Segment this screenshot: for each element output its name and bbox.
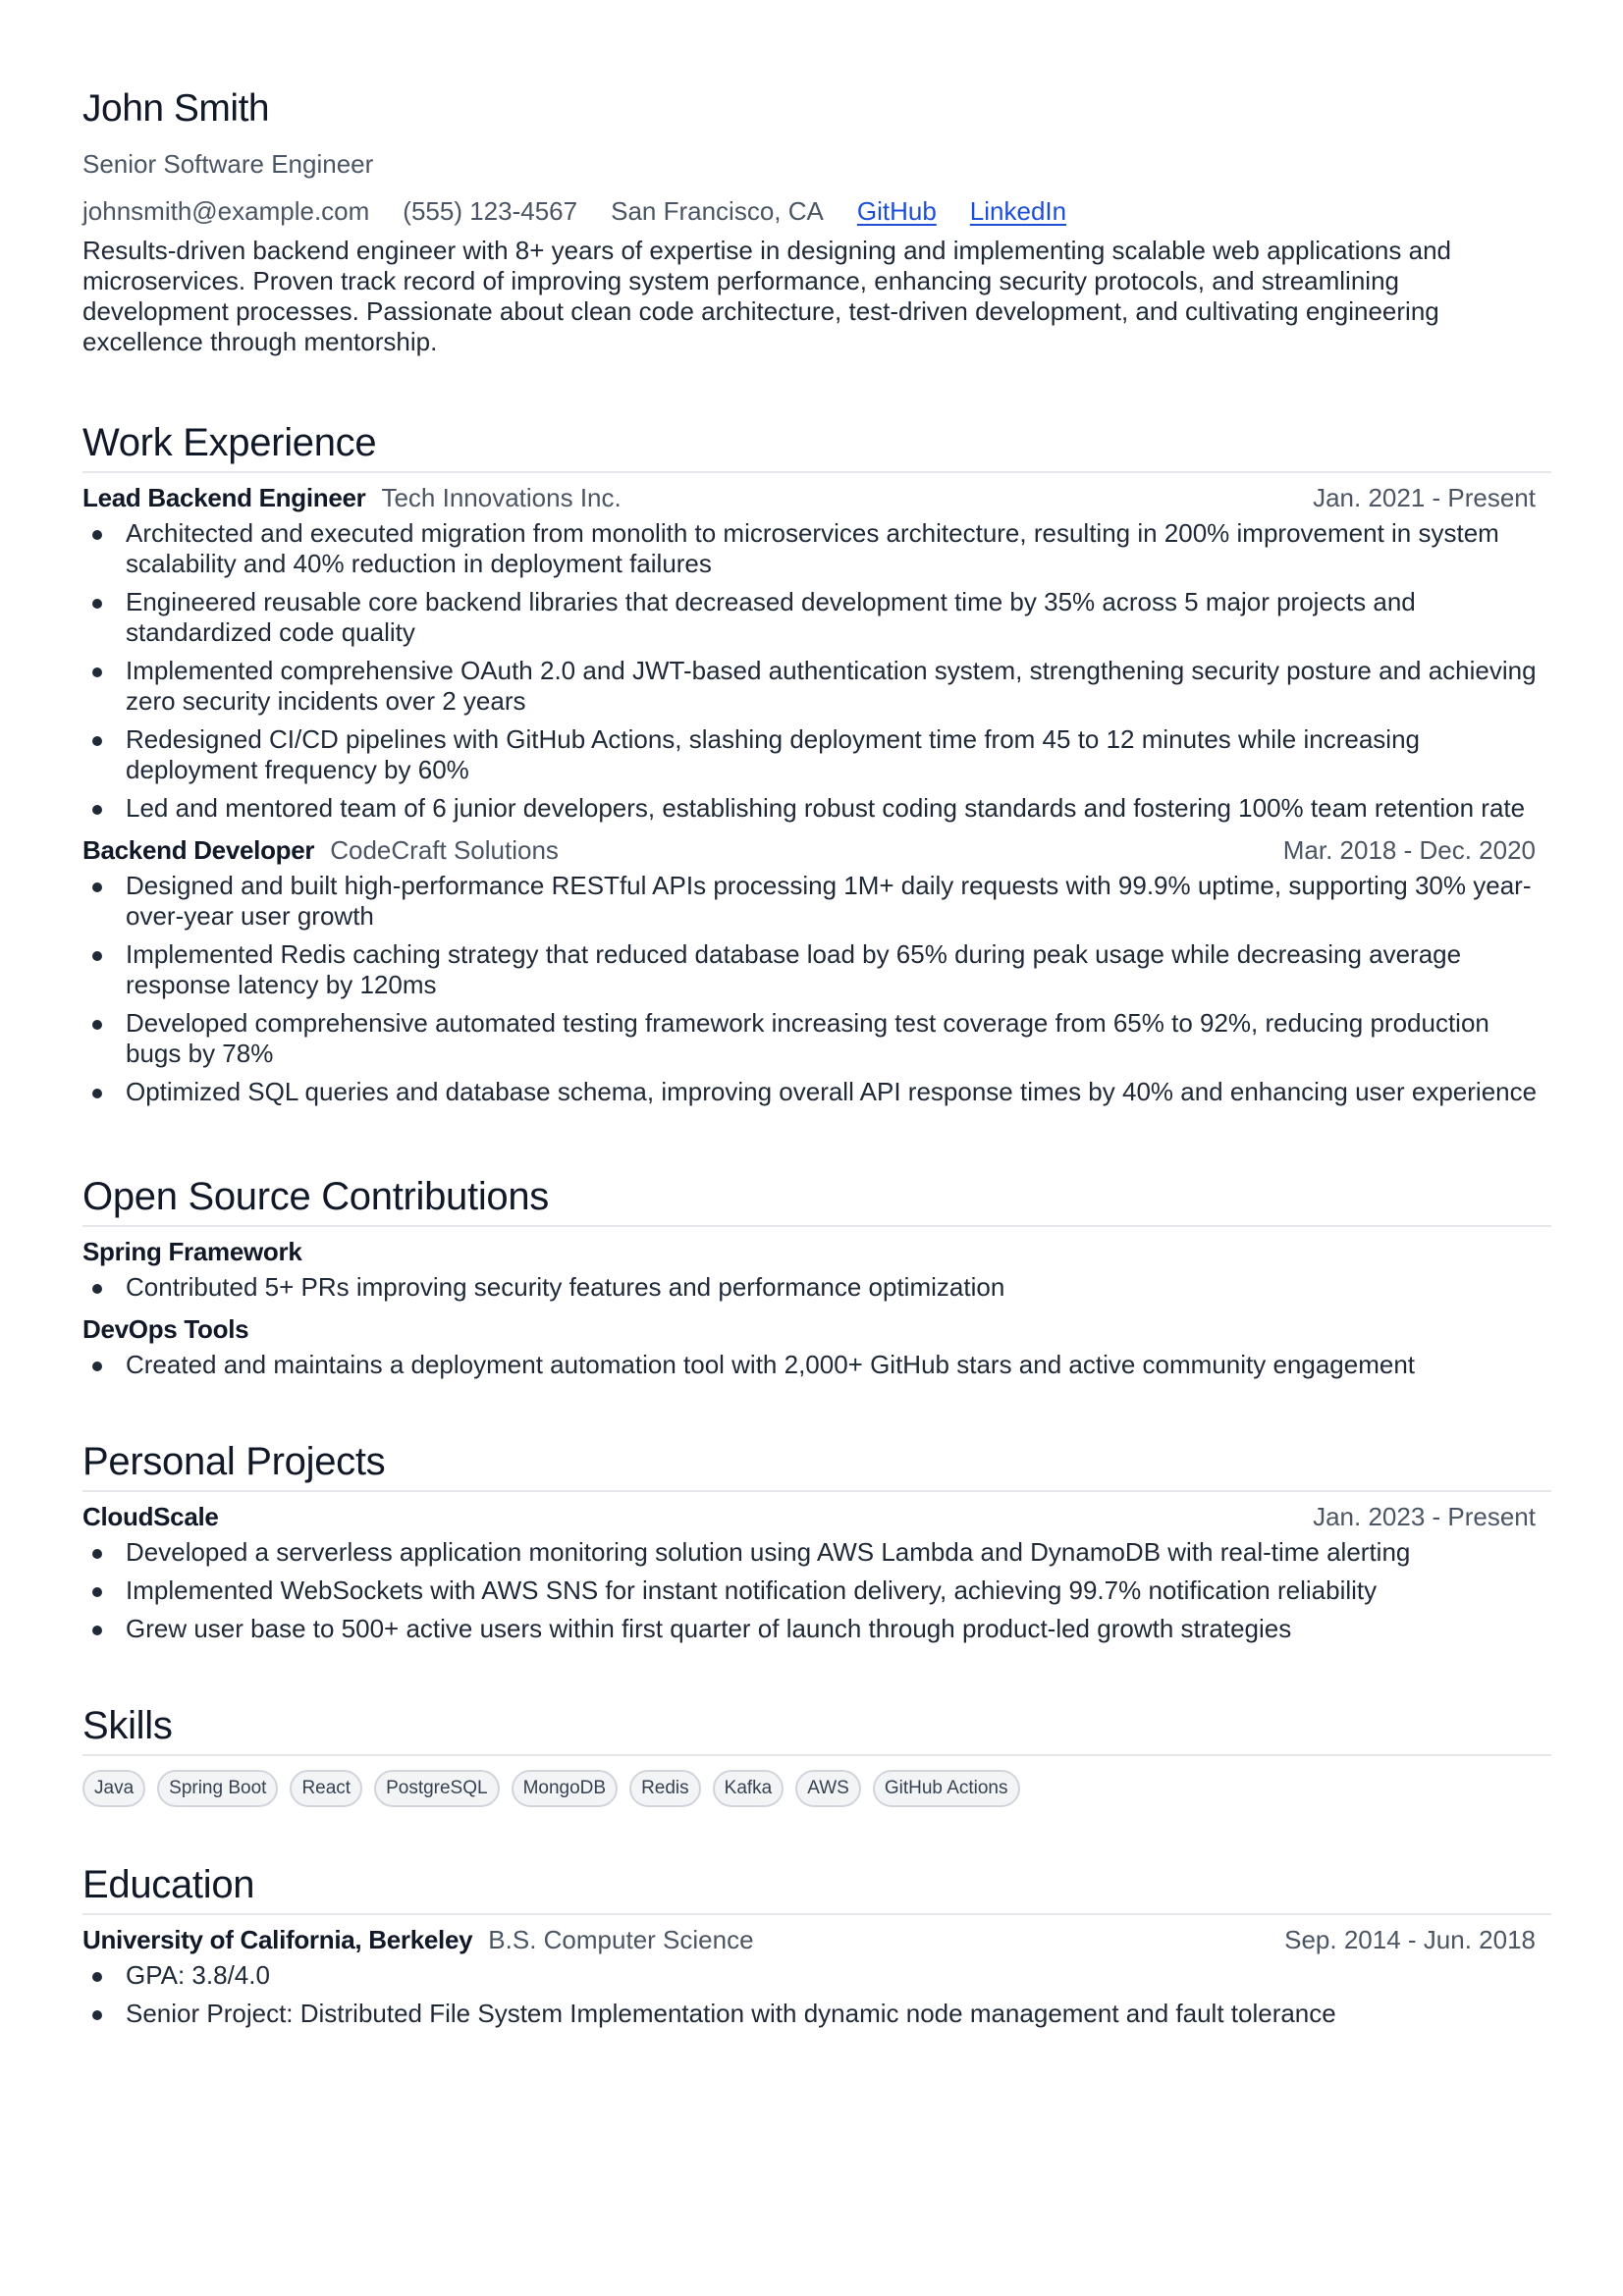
education-dates: Sep. 2014 - Jun. 2018: [1284, 1925, 1536, 1954]
resume-content: [82, 86, 1551, 2039]
candidate-name: John Smith: [82, 87, 270, 130]
skill-tag: GitHub Actions: [873, 1770, 1020, 1807]
job-dates: Mar. 2018 - Dec. 2020: [1282, 835, 1536, 865]
section-title: Skills: [82, 1703, 1551, 1756]
skills-list: [82, 1770, 1551, 1807]
contact-row: [82, 196, 1551, 226]
project-name: DevOps Tools: [82, 1314, 249, 1344]
list-item: Senior Project: Distributed File System Implementation with dynamic node management and fault tolerance: [82, 1999, 1551, 2029]
skills-section: [82, 1703, 1551, 1807]
company: Tech Innovations Inc.: [381, 483, 622, 512]
section-title: Personal Projects: [82, 1439, 1551, 1492]
skill-tag: Redis: [629, 1770, 701, 1807]
list-item: Redesigned CI/CD pipelines with GitHub Actions, slashing deployment time from 45 to 12 minutes while increasing deployment frequency by 60%: [82, 724, 1551, 785]
entry-header: [82, 1235, 1551, 1268]
list-item: Grew user base to 500+ active users within first quarter of launch through product-led growth strategies: [82, 1614, 1551, 1644]
bullet-list: [82, 871, 1551, 1107]
skill-tag: PostgreSQL: [374, 1770, 500, 1807]
project-name: CloudScale: [82, 1502, 219, 1531]
section-title: Education: [82, 1862, 1551, 1915]
linkedin-link[interactable]: LinkedIn: [969, 196, 1067, 226]
location: San Francisco, CA: [611, 196, 824, 226]
list-item: GPA: 3.8/4.0: [82, 1960, 1551, 1991]
section-title: Open Source Contributions: [82, 1174, 1551, 1227]
phone: (555) 123-4567: [403, 196, 578, 226]
work-experience-section: [82, 420, 1551, 1107]
project-name: Spring Framework: [82, 1237, 302, 1266]
list-item: Contributed 5+ PRs improving security features and performance optimization: [82, 1272, 1551, 1303]
list-item: Optimized SQL queries and database schema, improving overall API response times by 40% and enhancing user experience: [82, 1077, 1551, 1107]
list-item: Implemented Redis caching strategy that reduced database load by 65% during peak usage while decreasing average response latency by 120ms: [82, 939, 1551, 1000]
project-dates: Jan. 2023 - Present: [1313, 1502, 1536, 1531]
contribution-entry: [82, 1235, 1551, 1303]
job-role: Lead Backend Engineer: [82, 483, 366, 512]
email: johnsmith@example.com: [82, 196, 370, 226]
entry-header: [82, 481, 1551, 514]
job-entry: [82, 833, 1551, 1107]
job-dates: Jan. 2021 - Present: [1313, 483, 1536, 512]
open-source-section: [82, 1174, 1551, 1380]
skill-tag: MongoDB: [512, 1770, 619, 1807]
skill-tag: Spring Boot: [157, 1770, 278, 1807]
degree: B.S. Computer Science: [488, 1925, 754, 1954]
list-item: Developed a serverless application monitoring solution using AWS Lambda and DynamoDB with real-time alerting: [82, 1537, 1551, 1568]
entry-header: [82, 833, 1551, 867]
job-entry: [82, 481, 1551, 824]
list-item: Developed comprehensive automated testing framework increasing test coverage from 65% to 92%, reducing production bugs by 78%: [82, 1008, 1551, 1069]
school-name: University of California, Berkeley: [82, 1925, 473, 1954]
skill-tag: React: [290, 1770, 362, 1807]
skill-tag: AWS: [795, 1770, 861, 1807]
list-item: Created and maintains a deployment automation tool with 2,000+ GitHub stars and active community engagement: [82, 1350, 1551, 1380]
list-item: Engineered reusable core backend libraries that decreased development time by 35% across 5 major projects and standardized code quality: [82, 587, 1551, 648]
list-item: Led and mentored team of 6 junior developers, establishing robust coding standards and fostering 100% team retention rate: [82, 793, 1551, 824]
job-role: Backend Developer: [82, 835, 315, 865]
bullet-list: [82, 1272, 1551, 1303]
entry-header: [82, 1923, 1551, 1956]
entry-header: [82, 1500, 1551, 1533]
section-title: Work Experience: [82, 420, 1551, 473]
github-link[interactable]: GitHub: [856, 196, 937, 226]
list-item: Implemented WebSockets with AWS SNS for instant notification delivery, achieving 99.7% notification reliability: [82, 1575, 1551, 1606]
bullet-list: [82, 1960, 1551, 2029]
job-title: Senior Software Engineer: [82, 149, 374, 179]
bullet-list: [82, 1350, 1551, 1380]
bullet-list: [82, 1537, 1551, 1644]
personal-projects-section: [82, 1439, 1551, 1644]
contribution-entry: [82, 1312, 1551, 1380]
list-item: Architected and executed migration from monolith to microservices architecture, resulting in 200% improvement in system scalability and 40% reduction in deployment failures: [82, 518, 1551, 579]
project-entry: [82, 1500, 1551, 1644]
education-section: [82, 1862, 1551, 2029]
entry-header: [82, 1312, 1551, 1346]
bullet-list: [82, 518, 1551, 824]
education-entry: [82, 1923, 1551, 2029]
skill-tag: Java: [82, 1770, 145, 1807]
summary: Results-driven backend engineer with 8+ years of expertise in designing and implementing scalable web applications and microservices. Proven track record of improving system performance, enhancing security protocols, and streamlining development processes. Passionate about clean code architecture, test-driven development, and cultivating engineering excellence through mentorship.: [82, 236, 1451, 356]
list-item: Implemented comprehensive OAuth 2.0 and JWT-based authentication system, strengthening security posture and achieving zero security incidents over 2 years: [82, 656, 1551, 717]
list-item: Designed and built high-performance RESTful APIs processing 1M+ daily requests with 99.9% uptime, supporting 30% year-over-year user growth: [82, 871, 1551, 932]
company: CodeCraft Solutions: [330, 835, 559, 865]
skill-tag: Kafka: [713, 1770, 784, 1807]
header: [82, 86, 1551, 357]
